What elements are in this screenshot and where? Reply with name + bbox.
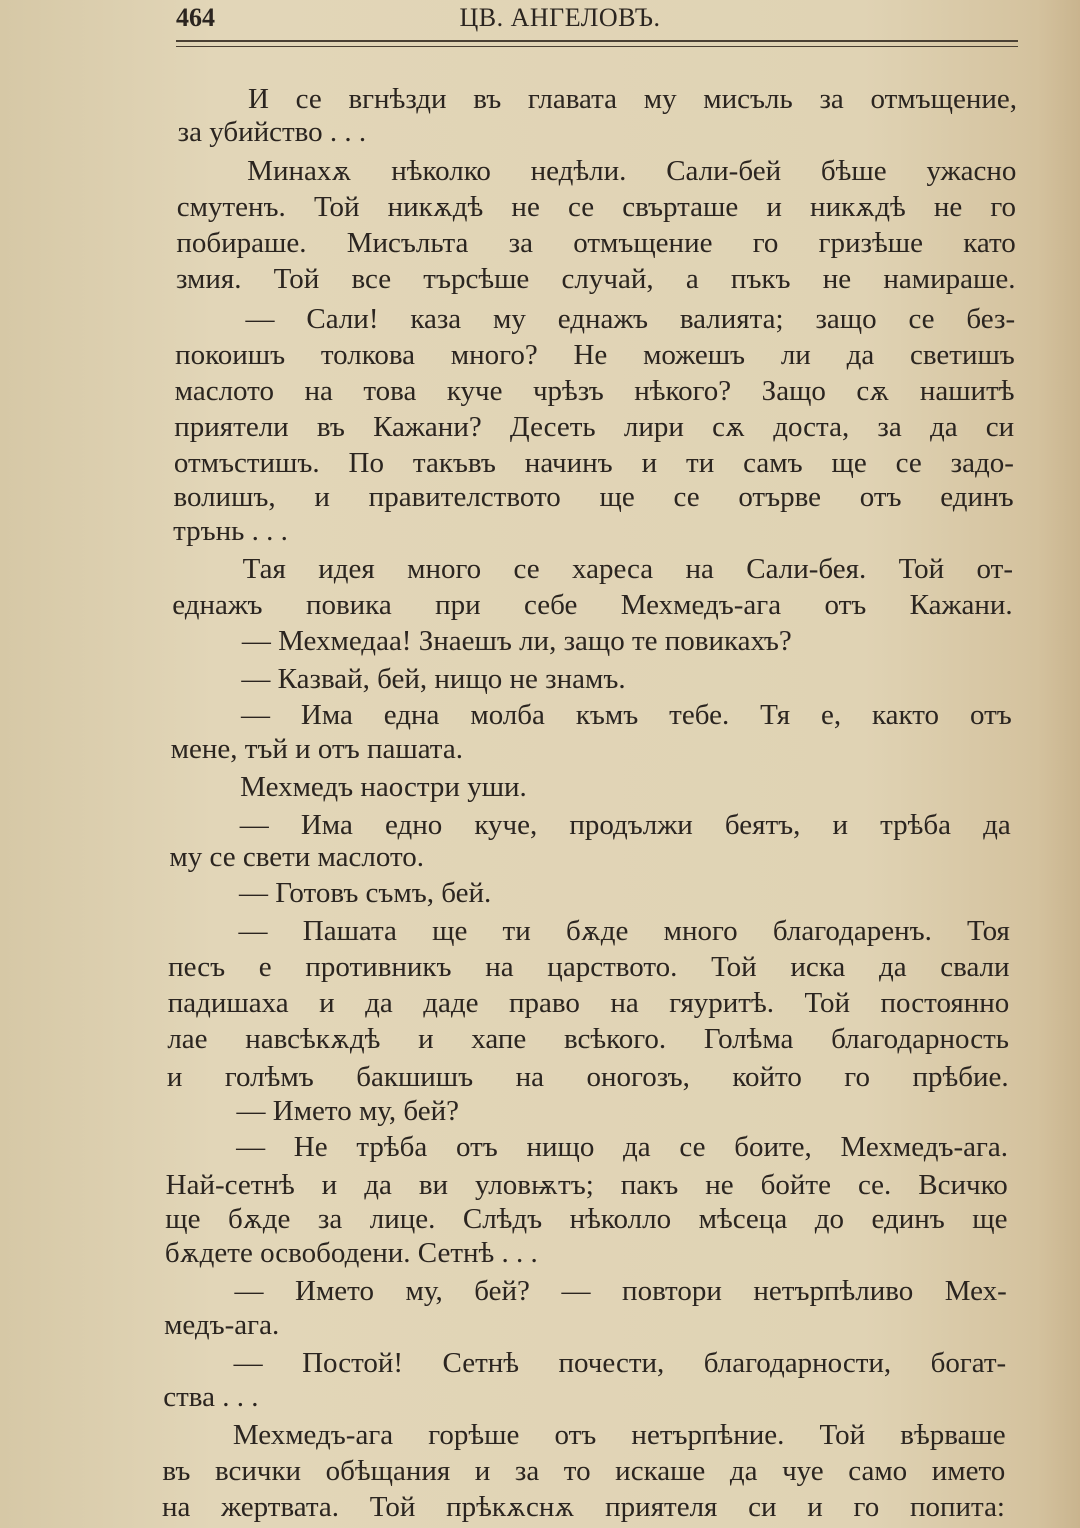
text-line: приятели въ Кажани? Десеть лири сѫ доста, за да си bbox=[174, 411, 1015, 443]
text-line: побираше. Мисъльта за отмъщение го гризѣше като bbox=[176, 227, 1016, 259]
text-line: Най-сетнѣ и да ви уловѭтъ; пакъ не бойте се. Всичко bbox=[165, 1169, 1008, 1201]
text-line: мене, тъй и отъ пашата. bbox=[170, 733, 463, 765]
text-line: — Казвай, бей, нищо не знамъ. bbox=[241, 663, 626, 695]
text-line: смутенъ. Той никѫдѣ не се свърташе и никѫдѣ не го bbox=[176, 191, 1017, 223]
text-line: на жертвата. Той прѣкѫснѫ приятеля си и го попита: bbox=[162, 1491, 1005, 1523]
text-line: бѫдете освободени. Сетнѣ . . . bbox=[164, 1237, 538, 1269]
text-line: за убийство . . . bbox=[177, 116, 367, 148]
text-line: въ всички обѣщания и за то искаше да чуе само името bbox=[162, 1455, 1006, 1487]
running-head: ЦВ. АНГЕЛОВЪ. bbox=[459, 3, 661, 32]
text-line: песъ е противникъ на царството. Той иска да свали bbox=[168, 951, 1010, 983]
text-line: — Не трѣба отъ нищо да се боите, Мехмедъ-ага. bbox=[236, 1131, 1009, 1163]
text-line: — Пашата ще ти бѫде много благодаренъ. Тоя bbox=[238, 915, 1010, 947]
text-line: покоишъ толкова много? Не можешъ ли да светишъ bbox=[175, 339, 1015, 371]
text-line: — Името му, бей? bbox=[236, 1095, 460, 1127]
page-number: 464 bbox=[176, 3, 215, 32]
text-line: — Мехмедаа! Знаешъ ли, защо те повикахъ? bbox=[241, 625, 792, 657]
text-line: ще бѫде за лице. Слѣдъ нѣколло мѣсеца до единъ ще bbox=[165, 1203, 1008, 1235]
text-line: — Готовъ съмъ, бей. bbox=[238, 877, 492, 909]
text-line: му се свети маслото. bbox=[169, 841, 425, 873]
text-line: — Постой! Сетнѣ почести, благодарности, богат- bbox=[233, 1347, 1007, 1379]
header-rule-bottom bbox=[176, 46, 1018, 47]
text-line: отмъстишъ. По такъвъ начинъ и ти самъ ще се задо- bbox=[173, 447, 1014, 479]
text-line: медъ-ага. bbox=[164, 1309, 280, 1341]
text-line: — Името му, бей? — повтори нетърпѣливо Мех- bbox=[234, 1275, 1007, 1307]
text-line: еднажъ повика при себе Мехмедъ-ага отъ Кажани. bbox=[172, 589, 1013, 621]
text-line: ства . . . bbox=[163, 1381, 259, 1413]
text-line: — Сали! каза му еднажъ валията; защо се без- bbox=[245, 303, 1016, 335]
text-line: Минахѫ нѣколко недѣли. Сали-бей бѣше ужасно bbox=[247, 155, 1017, 187]
text-line: — Има едно куче, продължи беятъ, и трѣба да bbox=[239, 809, 1011, 841]
text-line: Мехмедъ наостри уши. bbox=[240, 771, 527, 803]
text-line: маслото на това куче чрѣзъ нѣкого? Защо сѫ нашитѣ bbox=[174, 375, 1015, 407]
text-line: трънь . . . bbox=[173, 515, 288, 547]
text-line: волишъ, и правителството ще се отърве отъ единъ bbox=[173, 481, 1014, 513]
text-line: Мехмедъ-ага горѣше отъ нетърпѣние. Той вѣрваше bbox=[232, 1419, 1006, 1451]
text-line: змия. Той все търсѣше случай, а пъкъ не намираше. bbox=[175, 263, 1016, 295]
text-line: Тая идея много се хареса на Сали-бея. Той от- bbox=[242, 553, 1013, 585]
text-line: падишаха и да даде право на гяуритѣ. Той постоянно bbox=[167, 987, 1010, 1019]
text-line: и голѣмъ бакшишъ на оногозъ, който го прѣбие. bbox=[166, 1061, 1009, 1093]
text-line: — Има една молба къмъ тебе. Тя е, както отъ bbox=[241, 699, 1012, 731]
text-line: И се вгнѣзди въ главата му мисъль за отмъщение, bbox=[248, 83, 1017, 115]
text-line: лае навсѣкѫдѣ и хапе всѣкого. Голѣма благодарность bbox=[167, 1023, 1009, 1055]
header-rule-top bbox=[176, 40, 1018, 42]
